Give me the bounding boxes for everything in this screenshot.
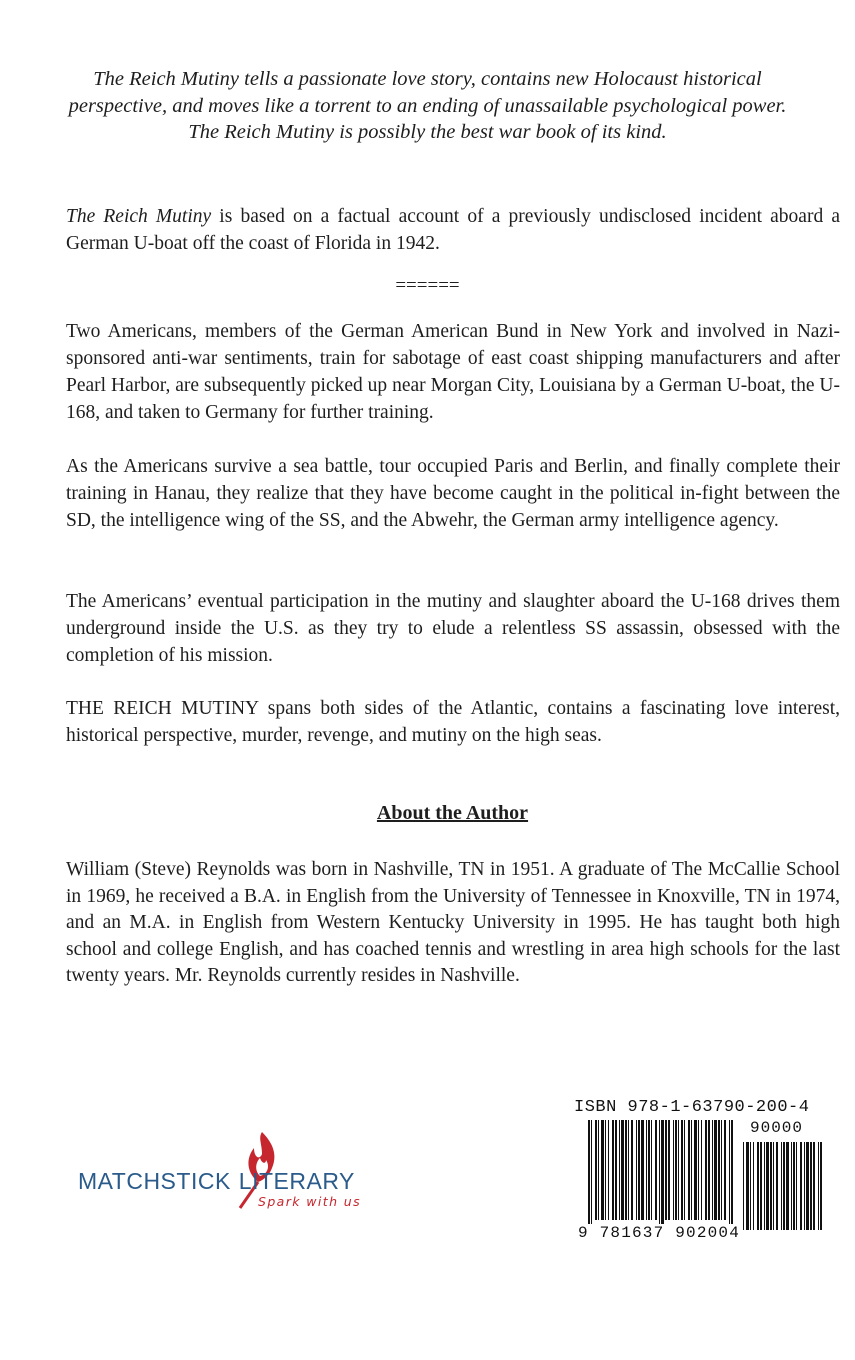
barcode-bar [619, 1120, 620, 1220]
barcode-addon-bar [760, 1142, 762, 1230]
barcode-bar [641, 1120, 644, 1220]
barcode-bar [648, 1120, 650, 1220]
barcode-bar [668, 1120, 670, 1220]
publisher-logo [78, 1132, 408, 1212]
barcode-bar [705, 1120, 707, 1220]
barcode-bar [691, 1120, 692, 1220]
barcode-bar [655, 1120, 657, 1220]
section-separator: ====== [395, 275, 460, 296]
barcode-addon-bar [806, 1142, 809, 1230]
barcode-bar [605, 1120, 606, 1220]
about-author-paragraph: William (Steve) Reynolds was born in Nashville, TN in 1951. A graduate of The McCallie School in 1969, he received a B.A. in English from the University of Tennessee in Knoxville, TN in 1974, and an M.A. in English from Western Kentucky University in 1995. He has taught both high school and college English, and has coached tennis and wrestling in area high schools for the last twenty years. Mr. Reynolds currently resides in Nashville. [66, 859, 840, 986]
barcode-addon-bar [757, 1142, 759, 1230]
barcode-addon-bar [753, 1142, 754, 1230]
barcode-bar [631, 1120, 633, 1220]
barcode-bar [694, 1120, 697, 1220]
barcode-bar [701, 1120, 702, 1220]
barcode-bar [612, 1120, 614, 1220]
barcode-bar [673, 1120, 674, 1220]
barcode-bar [681, 1120, 683, 1220]
barcode-addon-bar [791, 1142, 792, 1230]
barcode-bar [598, 1120, 599, 1220]
barcode-addon-bar [796, 1142, 797, 1230]
barcode-addon-bar [800, 1142, 802, 1230]
barcode-bar [615, 1120, 617, 1220]
barcode-bar [625, 1120, 627, 1220]
barcode-addon-bar [820, 1142, 822, 1230]
barcode-bar [651, 1120, 652, 1220]
barcode-bar [661, 1120, 664, 1230]
barcode-bar [665, 1120, 667, 1220]
barcode-addon-bar [804, 1142, 805, 1230]
barcode-addon-bar [766, 1142, 769, 1230]
synopsis-paragraph-3: The Americans’ eventual participation in the mutiny and slaughter aboard the U-168 drives them underground inside the U.S. as they try to elude a relentless SS assassin, obsessed with the completion of his mission. [66, 591, 840, 666]
book-title-italic: The Reich Mutiny [66, 206, 212, 227]
barcode-bar [646, 1120, 647, 1220]
barcode-bar [684, 1120, 685, 1220]
publisher-tagline: Spark with us [258, 1194, 362, 1209]
intro-text: is based on a factual account of a previously undisclosed incident aboard a German U-boat off the coast of Florida in 1942. [66, 206, 840, 254]
barcode-addon-bar [793, 1142, 795, 1230]
publisher-name-left: MATCHSTICK [78, 1168, 231, 1194]
barcode-addon-bar [818, 1142, 819, 1230]
barcode-bar [638, 1120, 640, 1220]
barcode-bar [678, 1120, 679, 1220]
barcode-addon-bar [813, 1142, 815, 1230]
publisher-name [78, 1168, 355, 1195]
barcode-bar [712, 1120, 713, 1220]
barcode-bar [636, 1120, 637, 1220]
isbn-barcode [574, 1098, 828, 1250]
barcode-bar [601, 1120, 604, 1220]
blurb-line-1: The Reich Mutiny tells a passionate love story, contains new Holocaust historical [93, 68, 762, 90]
barcode-bar [718, 1120, 720, 1220]
isbn-label: ISBN 978-1-63790-200-4 [574, 1098, 810, 1117]
barcode-bar [588, 1120, 590, 1230]
barcode-addon-bar [750, 1142, 751, 1230]
barcode-addon-bar [776, 1142, 778, 1230]
barcode-bar [659, 1120, 660, 1230]
barcode-addon-bar [770, 1142, 772, 1230]
barcode-bar [621, 1120, 624, 1220]
synopsis-paragraph-1: Two Americans, members of the German American Bund in New York and involved in Nazi-sponsored anti-war sentiments, train for sabotage of east coast shipping manufacturers and after Pearl Harbor, are subsequently picked up near Morgan City, Louisiana by a German U-boat, the U-168, and taken to Germany for further training. [66, 321, 840, 423]
barcode-bar [591, 1120, 592, 1230]
barcode-bar [714, 1120, 717, 1220]
barcode-bar [595, 1120, 597, 1220]
barcode-bar [721, 1120, 722, 1220]
barcode-bar [675, 1120, 677, 1220]
barcode-addon-bar [810, 1142, 812, 1230]
barcode-bars-icon [574, 1120, 828, 1238]
synopsis-paragraph-4: THE REICH MUTINY spans both sides of the Atlantic, contains a fascinating love interest, historical perspective, murder, revenge, and mutiny on the high seas. [66, 698, 840, 746]
barcode-addon-bar [764, 1142, 765, 1230]
barcode-addon-bar [773, 1142, 774, 1230]
ean-number: 9 781637 902004 [578, 1224, 741, 1242]
barcode-bar [731, 1120, 733, 1230]
barcode-bar [688, 1120, 690, 1220]
blurb-line-2: perspective, and moves like a torrent to an ending of unassailable psychological power. [68, 94, 787, 117]
back-cover-blurb [40, 66, 815, 146]
price-code: 90000 [750, 1119, 804, 1137]
barcode-addon-bar [743, 1142, 744, 1230]
intro-paragraph [66, 203, 840, 257]
synopsis-paragraph-2: As the Americans survive a sea battle, tour occupied Paris and Berlin, and finally complete their training in Hanau, they realize that they have become caught in the political in-fight between the SD, the intelligence wing of the SS, and the Abwehr, the German army intelligence agency. [66, 456, 840, 531]
barcode-bar [729, 1120, 730, 1230]
barcode-addon-bar [781, 1142, 782, 1230]
barcode-bar [628, 1120, 629, 1220]
barcode-addon-bar [786, 1142, 789, 1230]
publisher-name-right: LITERARY [238, 1168, 355, 1194]
about-author-heading: About the Author [376, 802, 529, 824]
barcode-addon-bar [746, 1142, 749, 1230]
barcode-bar [698, 1120, 699, 1220]
barcode-bar [608, 1120, 609, 1220]
blurb-line-3: The Reich Mutiny is possibly the best war book of its kind. [188, 121, 667, 143]
barcode-bar [724, 1120, 726, 1220]
barcode-addon-bar [783, 1142, 785, 1230]
barcode-bar [708, 1120, 710, 1220]
